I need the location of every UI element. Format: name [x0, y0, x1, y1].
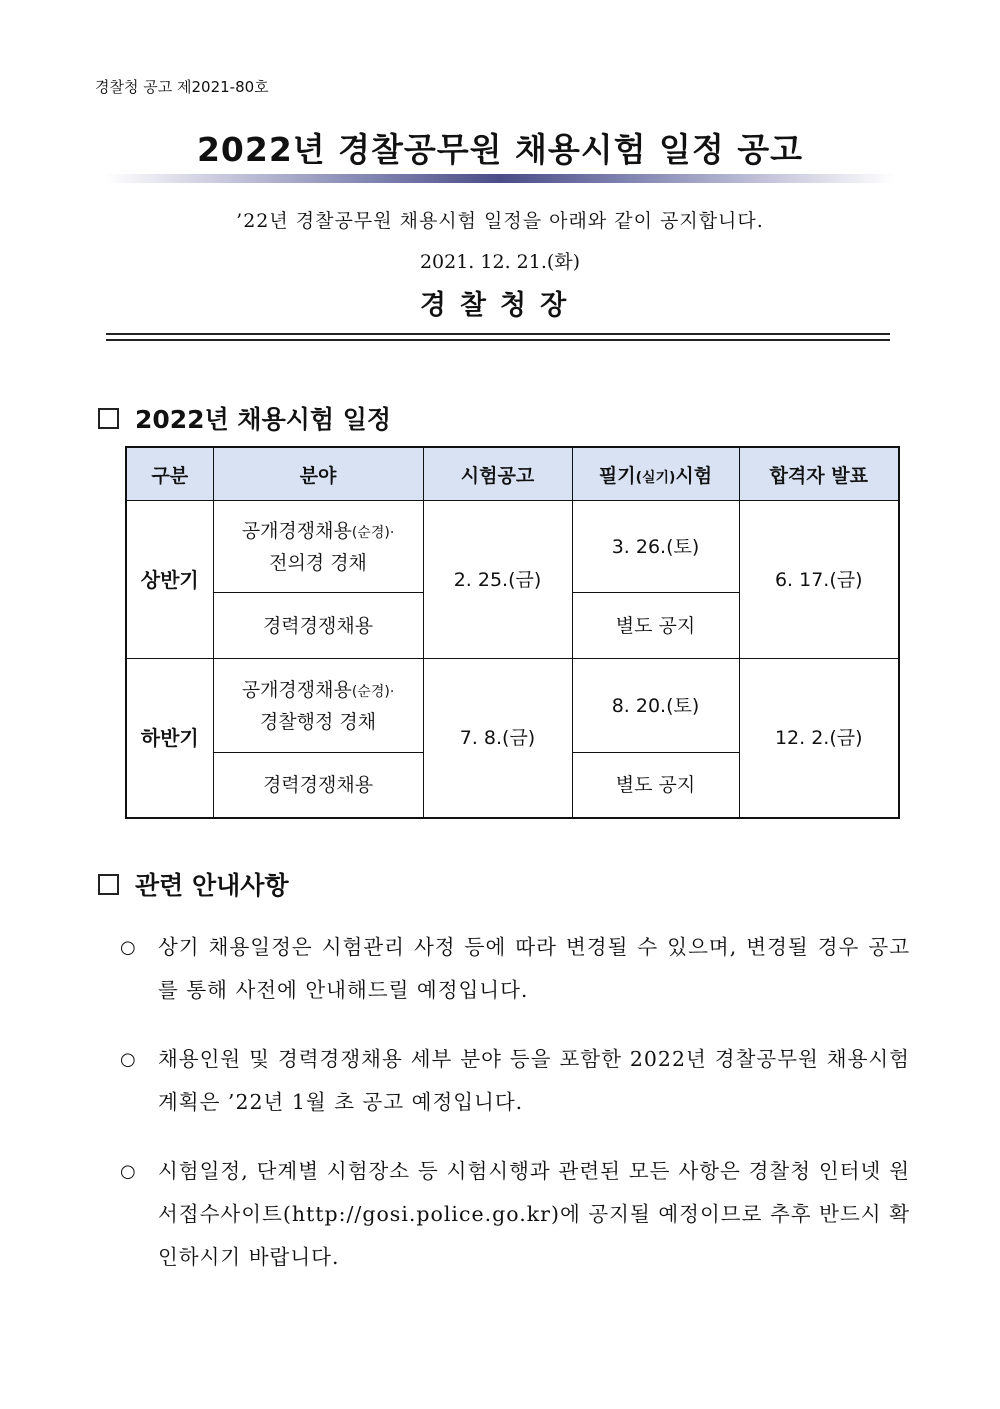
notice-number: 경찰청 공고 제2021-80호 [95, 78, 269, 96]
note-text-3: 시험일정, 단계별 시험장소 등 시험시행과 관련된 모든 사항은 경찰청 인터넷 원서접수사이트(http://gosi.police.go.kr)에 공지될 예정이므로 추후 반드시 확인하시기 바랍니다. [158, 1159, 910, 1269]
header-announcement: 시험공고 [423, 447, 572, 501]
square-bullet-icon [98, 874, 119, 895]
schedule-table [125, 446, 900, 819]
circle-bullet-icon: ○ [120, 1161, 136, 1182]
first-half-field2: 경력경쟁채용 [213, 593, 423, 659]
circle-bullet-icon: ○ [120, 937, 136, 958]
second-half-field1-paren: (순경)· [351, 683, 395, 700]
second-half-announcement: 7. 8.(금) [423, 659, 572, 818]
header-exam [572, 447, 739, 501]
first-half-field1-line2: 전의경 경채 [269, 551, 367, 574]
intro-text: ’22년 경찰공무원 채용시험 일정을 아래와 같이 공지합니다. [236, 210, 764, 232]
header-exam-main: 필기 [598, 464, 636, 487]
second-half-label: 하반기 [126, 659, 213, 818]
page-title: 2022년 경찰공무원 채용시험 일정 공고 [196, 130, 804, 169]
second-half-field1-line2: 경찰행정 경채 [259, 710, 377, 733]
first-half-exam2: 별도 공지 [572, 593, 739, 659]
first-half-announcement: 2. 25.(금) [423, 501, 572, 659]
header-division: 구분 [126, 447, 213, 501]
first-half-result: 6. 17.(금) [739, 501, 899, 659]
table-row [126, 501, 899, 593]
notes-list [120, 926, 910, 1305]
issuer-name: 경찰청장 [419, 290, 581, 321]
header-result: 합격자 발표 [739, 447, 899, 501]
table-header-row [126, 447, 899, 501]
list-item [120, 1038, 910, 1124]
second-half-exam2: 별도 공지 [572, 753, 739, 818]
first-half-field1-paren: (순경)· [351, 524, 395, 541]
first-half-exam1: 3. 26.(토) [572, 501, 739, 593]
first-half-field1-line1: 공개경쟁채용 [241, 519, 352, 542]
second-half-field1 [213, 659, 423, 753]
second-half-exam1: 8. 20.(토) [572, 659, 739, 753]
header-exam-tail: 시험 [675, 464, 713, 487]
circle-bullet-icon: ○ [120, 1049, 136, 1070]
header-field: 분야 [213, 447, 423, 501]
second-half-field1-line1: 공개경쟁채용 [241, 678, 352, 701]
note-text-2: 채용인원 및 경력경쟁채용 세부 분야 등을 포함한 2022년 경찰공무원 채용시험 계획은 ’22년 1월 초 공고 예정입니다. [158, 1047, 910, 1114]
section-schedule-title: 2022년 채용시험 일정 [135, 405, 392, 434]
section-schedule-heading [98, 400, 391, 436]
table-row [126, 659, 899, 753]
second-half-field2: 경력경쟁채용 [213, 753, 423, 818]
square-bullet-icon [98, 408, 119, 429]
second-half-result: 12. 2.(금) [739, 659, 899, 818]
list-item [120, 926, 910, 1012]
divider-double-line [106, 333, 890, 341]
title-underline [105, 174, 895, 183]
section-notes-title: 관련 안내사항 [135, 871, 289, 900]
first-half-label: 상반기 [126, 501, 213, 659]
notice-date: 2021. 12. 21.(화) [419, 251, 581, 273]
note-text-1: 상기 채용일정은 시험관리 사정 등에 따라 변경될 수 있으며, 변경될 경우 공고를 통해 사전에 안내해드릴 예정입니다. [158, 935, 910, 1002]
header-exam-paren: (실기) [635, 469, 676, 486]
first-half-field1 [213, 501, 423, 593]
list-item [120, 1150, 910, 1279]
section-notes-heading [98, 866, 289, 902]
